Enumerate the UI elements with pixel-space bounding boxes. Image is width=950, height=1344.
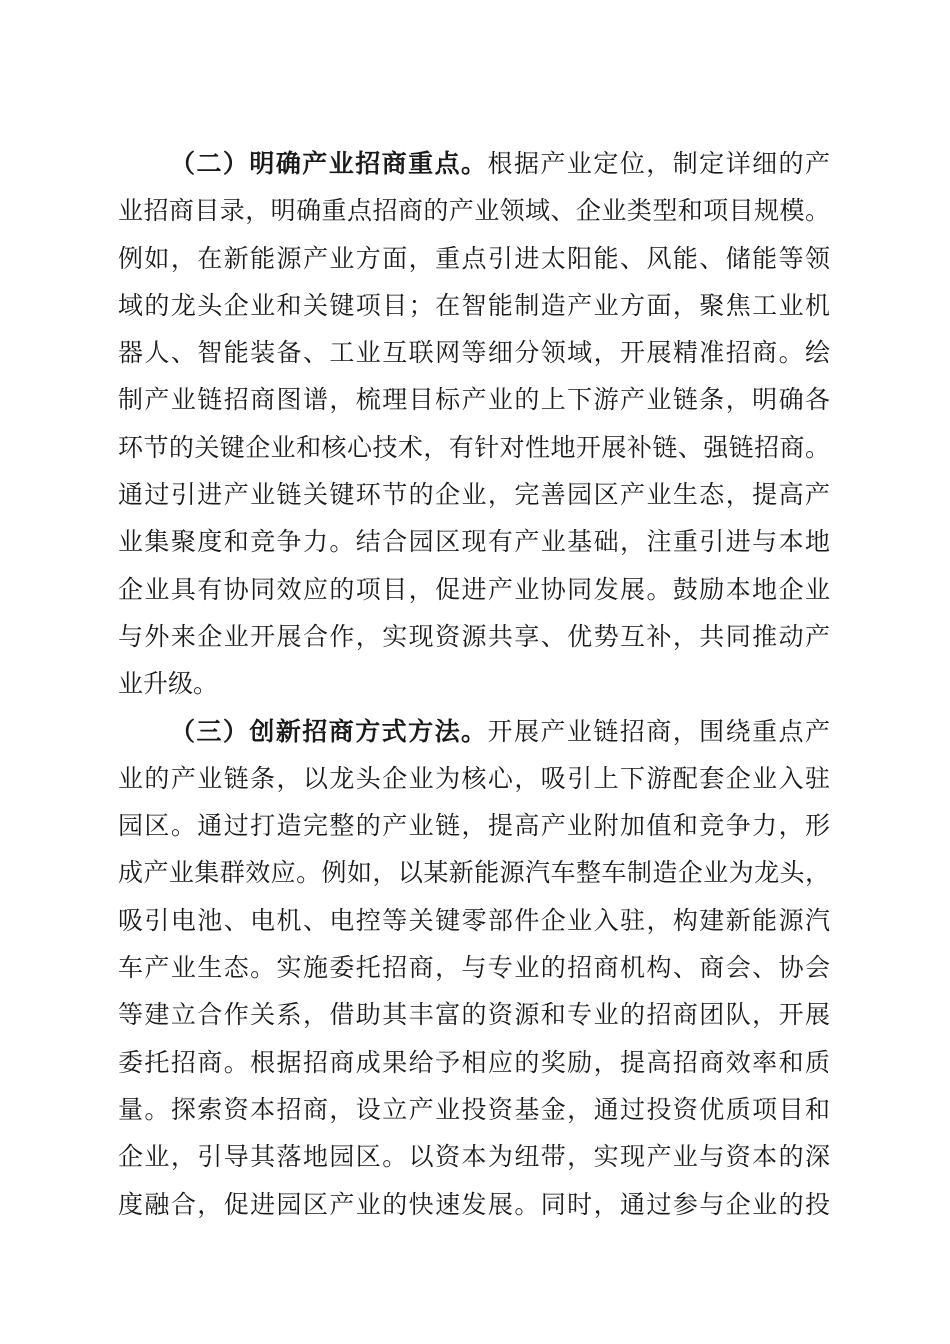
paragraph-1-line-8: 通过引进产业链关键环节的企业，完善园区产业生态，提高产	[118, 480, 830, 510]
paragraph-2-text: 开展产业链招商，围绕重点产	[487, 716, 830, 746]
document-body	[118, 140, 830, 1228]
paragraph-1-line-3: 例如，在新能源产业方面，重点引进太阳能、风能、储能等领	[118, 243, 830, 273]
paragraph-2-line-1	[118, 708, 830, 755]
paragraph-2-line-4: 成产业集群效应。例如，以某新能源汽车整车制造企业为龙头，	[118, 858, 830, 888]
paragraph-1-line-7: 环节的关键企业和核心技术，有针对性地开展补链、强链招商。	[118, 432, 830, 462]
paragraph-1-text: 根据产业定位，制定详细的产	[487, 149, 830, 178]
paragraph-2-line-8: 委托招商。根据招商成果给予相应的奖励，提高招商效率和质	[118, 1047, 830, 1077]
paragraph-2-line-11: 度融合，促进园区产业的快速发展。同时，通过参与企业的投	[118, 1189, 830, 1219]
paragraph-2-line-6: 车产业生态。实施委托招商，与专业的招商机构、商会、协会	[118, 953, 830, 983]
paragraph-1-line-1	[118, 140, 830, 187]
paragraph-2-heading: （三）创新招商方式方法。	[170, 716, 488, 746]
paragraph-1-line-11: 与外来企业开展合作，实现资源共享、优势互补，共同推动产	[118, 621, 830, 651]
paragraph-2-line-10: 企业，引导其落地园区。以资本为纽带，实现产业与资本的深	[118, 1142, 830, 1172]
paragraph-1-heading: （二）明确产业招商重点。	[170, 149, 488, 178]
paragraph-2-line-2: 业的产业链条，以龙头企业为核心，吸引上下游配套企业入驻	[118, 763, 830, 793]
paragraph-1-line-12: 业升级。	[118, 669, 219, 699]
paragraph-2-line-3: 园区。通过打造完整的产业链，提高产业附加值和竞争力，形	[118, 811, 830, 841]
paragraph-2-line-5: 吸引电池、电机、电控等关键零部件企业入驻，构建新能源汽	[118, 905, 830, 935]
paragraph-1-line-9: 业集聚度和竞争力。结合园区现有产业基础，注重引进与本地	[118, 527, 830, 557]
paragraph-1-line-5: 器人、智能装备、工业互联网等细分领域，开展精准招商。绘	[118, 338, 830, 368]
paragraph-1-line-2: 业招商目录，明确重点招商的产业领域、企业类型和项目规模。	[118, 196, 830, 226]
paragraph-1-line-10: 企业具有协同效应的项目，促进产业协同发展。鼓励本地企业	[118, 574, 830, 604]
paragraph-1-line-6: 制产业链招商图谱，梳理目标产业的上下游产业链条，明确各	[118, 385, 830, 415]
paragraph-2-line-7: 等建立合作关系，借助其丰富的资源和专业的招商团队，开展	[118, 1000, 830, 1030]
paragraph-2-line-9: 量。探索资本招商，设立产业投资基金，通过投资优质项目和	[118, 1094, 830, 1124]
paragraph-1-line-4: 域的龙头企业和关键项目；在智能制造产业方面，聚焦工业机	[118, 290, 830, 320]
